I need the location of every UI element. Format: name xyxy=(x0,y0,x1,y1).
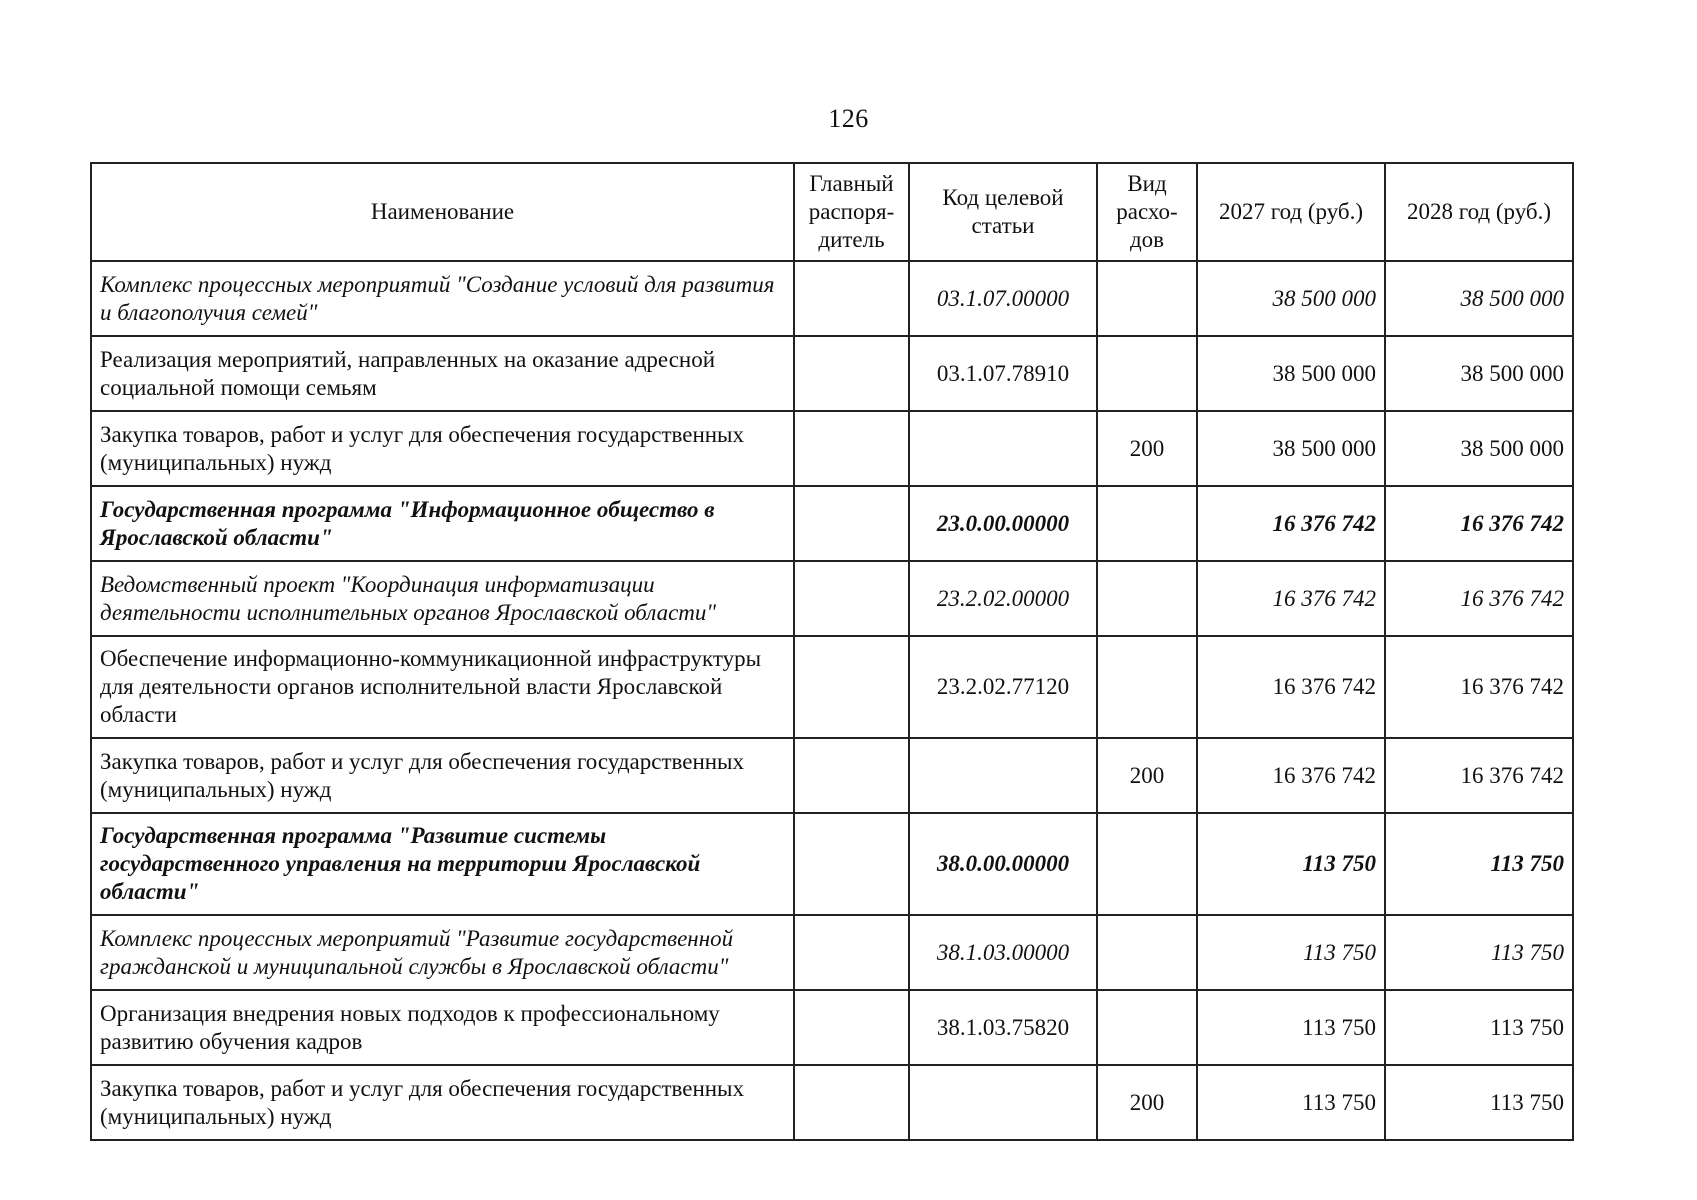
table-row xyxy=(91,261,1573,336)
cell-name: Закупка товаров, работ и услуг для обеспечения государственных (муниципальных) нужд xyxy=(91,738,794,813)
cell-vid xyxy=(1097,813,1197,915)
cell-glavny xyxy=(794,813,909,915)
cell-2027: 38 500 000 xyxy=(1197,336,1385,411)
table-row xyxy=(91,813,1573,915)
cell-kod: 38.0.00.00000 xyxy=(909,813,1097,915)
cell-kod: 03.1.07.78910 xyxy=(909,336,1097,411)
cell-vid xyxy=(1097,915,1197,990)
cell-name: Закупка товаров, работ и услуг для обеспечения государственных (муниципальных) нужд xyxy=(91,1065,794,1140)
cell-name: Реализация мероприятий, направленных на оказание адресной социальной помощи семьям xyxy=(91,336,794,411)
cell-2028: 113 750 xyxy=(1385,1065,1573,1140)
cell-glavny xyxy=(794,336,909,411)
cell-name: Ведомственный проект "Координация информатизации деятельности исполнительных органов Ярославской области" xyxy=(91,561,794,636)
cell-name: Закупка товаров, работ и услуг для обеспечения государственных (муниципальных) нужд xyxy=(91,411,794,486)
cell-2027: 113 750 xyxy=(1197,1065,1385,1140)
header-vid-rashodov: Вид расхо-дов xyxy=(1097,163,1197,261)
cell-name: Государственная программа "Информационное общество в Ярославской области" xyxy=(91,486,794,561)
cell-glavny xyxy=(794,261,909,336)
cell-2027: 16 376 742 xyxy=(1197,486,1385,561)
cell-kod: 38.1.03.00000 xyxy=(909,915,1097,990)
cell-glavny xyxy=(794,915,909,990)
cell-glavny xyxy=(794,486,909,561)
cell-glavny xyxy=(794,636,909,738)
cell-kod: 03.1.07.00000 xyxy=(909,261,1097,336)
cell-kod: 23.2.02.77120 xyxy=(909,636,1097,738)
cell-2027: 113 750 xyxy=(1197,990,1385,1065)
cell-2028: 113 750 xyxy=(1385,813,1573,915)
cell-2027: 113 750 xyxy=(1197,813,1385,915)
table-row xyxy=(91,915,1573,990)
cell-vid xyxy=(1097,561,1197,636)
cell-2027: 16 376 742 xyxy=(1197,561,1385,636)
header-2027: 2027 год (руб.) xyxy=(1197,163,1385,261)
page-number: 126 xyxy=(828,104,869,133)
cell-2027: 38 500 000 xyxy=(1197,261,1385,336)
cell-2027: 16 376 742 xyxy=(1197,636,1385,738)
cell-2028: 113 750 xyxy=(1385,990,1573,1065)
header-name: Наименование xyxy=(91,163,794,261)
cell-name: Государственная программа "Развитие системы государственного управления на территории Ярославской области" xyxy=(91,813,794,915)
cell-2028: 38 500 000 xyxy=(1385,336,1573,411)
table-row xyxy=(91,336,1573,411)
cell-glavny xyxy=(794,561,909,636)
table-row xyxy=(91,561,1573,636)
header-glavny-raspor: Главный распоря-дитель xyxy=(794,163,909,261)
cell-glavny xyxy=(794,411,909,486)
cell-vid xyxy=(1097,486,1197,561)
cell-glavny xyxy=(794,990,909,1065)
table-row xyxy=(91,636,1573,738)
cell-2028: 38 500 000 xyxy=(1385,411,1573,486)
header-2028: 2028 год (руб.) xyxy=(1385,163,1573,261)
cell-2028: 16 376 742 xyxy=(1385,486,1573,561)
cell-2028: 16 376 742 xyxy=(1385,738,1573,813)
cell-vid xyxy=(1097,990,1197,1065)
cell-kod xyxy=(909,411,1097,486)
cell-kod: 23.0.00.00000 xyxy=(909,486,1097,561)
cell-2028: 16 376 742 xyxy=(1385,636,1573,738)
cell-2027: 113 750 xyxy=(1197,915,1385,990)
cell-vid: 200 xyxy=(1097,411,1197,486)
cell-name: Обеспечение информационно-коммуникационной инфраструктуры для деятельности органов исполнительной власти Ярославской области xyxy=(91,636,794,738)
cell-kod xyxy=(909,738,1097,813)
cell-glavny xyxy=(794,1065,909,1140)
cell-name: Организация внедрения новых подходов к профессиональному развитию обучения кадров xyxy=(91,990,794,1065)
cell-vid xyxy=(1097,336,1197,411)
cell-name: Комплекс процессных мероприятий "Создание условий для развития и благополучия семей" xyxy=(91,261,794,336)
cell-name: Комплекс процессных мероприятий "Развитие государственной гражданской и муниципальной службы в Ярославской области" xyxy=(91,915,794,990)
table-row xyxy=(91,990,1573,1065)
table-row xyxy=(91,1065,1573,1140)
table-header-row xyxy=(91,163,1573,261)
cell-2028: 113 750 xyxy=(1385,915,1573,990)
cell-vid xyxy=(1097,261,1197,336)
cell-2027: 38 500 000 xyxy=(1197,411,1385,486)
cell-2027: 16 376 742 xyxy=(1197,738,1385,813)
table-row xyxy=(91,486,1573,561)
cell-glavny xyxy=(794,738,909,813)
cell-vid: 200 xyxy=(1097,738,1197,813)
cell-vid xyxy=(1097,636,1197,738)
cell-kod: 23.2.02.00000 xyxy=(909,561,1097,636)
budget-table xyxy=(90,162,1574,1141)
cell-2028: 16 376 742 xyxy=(1385,561,1573,636)
header-kod-statyi: Код целевой статьи xyxy=(909,163,1097,261)
cell-kod xyxy=(909,1065,1097,1140)
table-row xyxy=(91,738,1573,813)
cell-kod: 38.1.03.75820 xyxy=(909,990,1097,1065)
table-row xyxy=(91,411,1573,486)
cell-2028: 38 500 000 xyxy=(1385,261,1573,336)
cell-vid: 200 xyxy=(1097,1065,1197,1140)
